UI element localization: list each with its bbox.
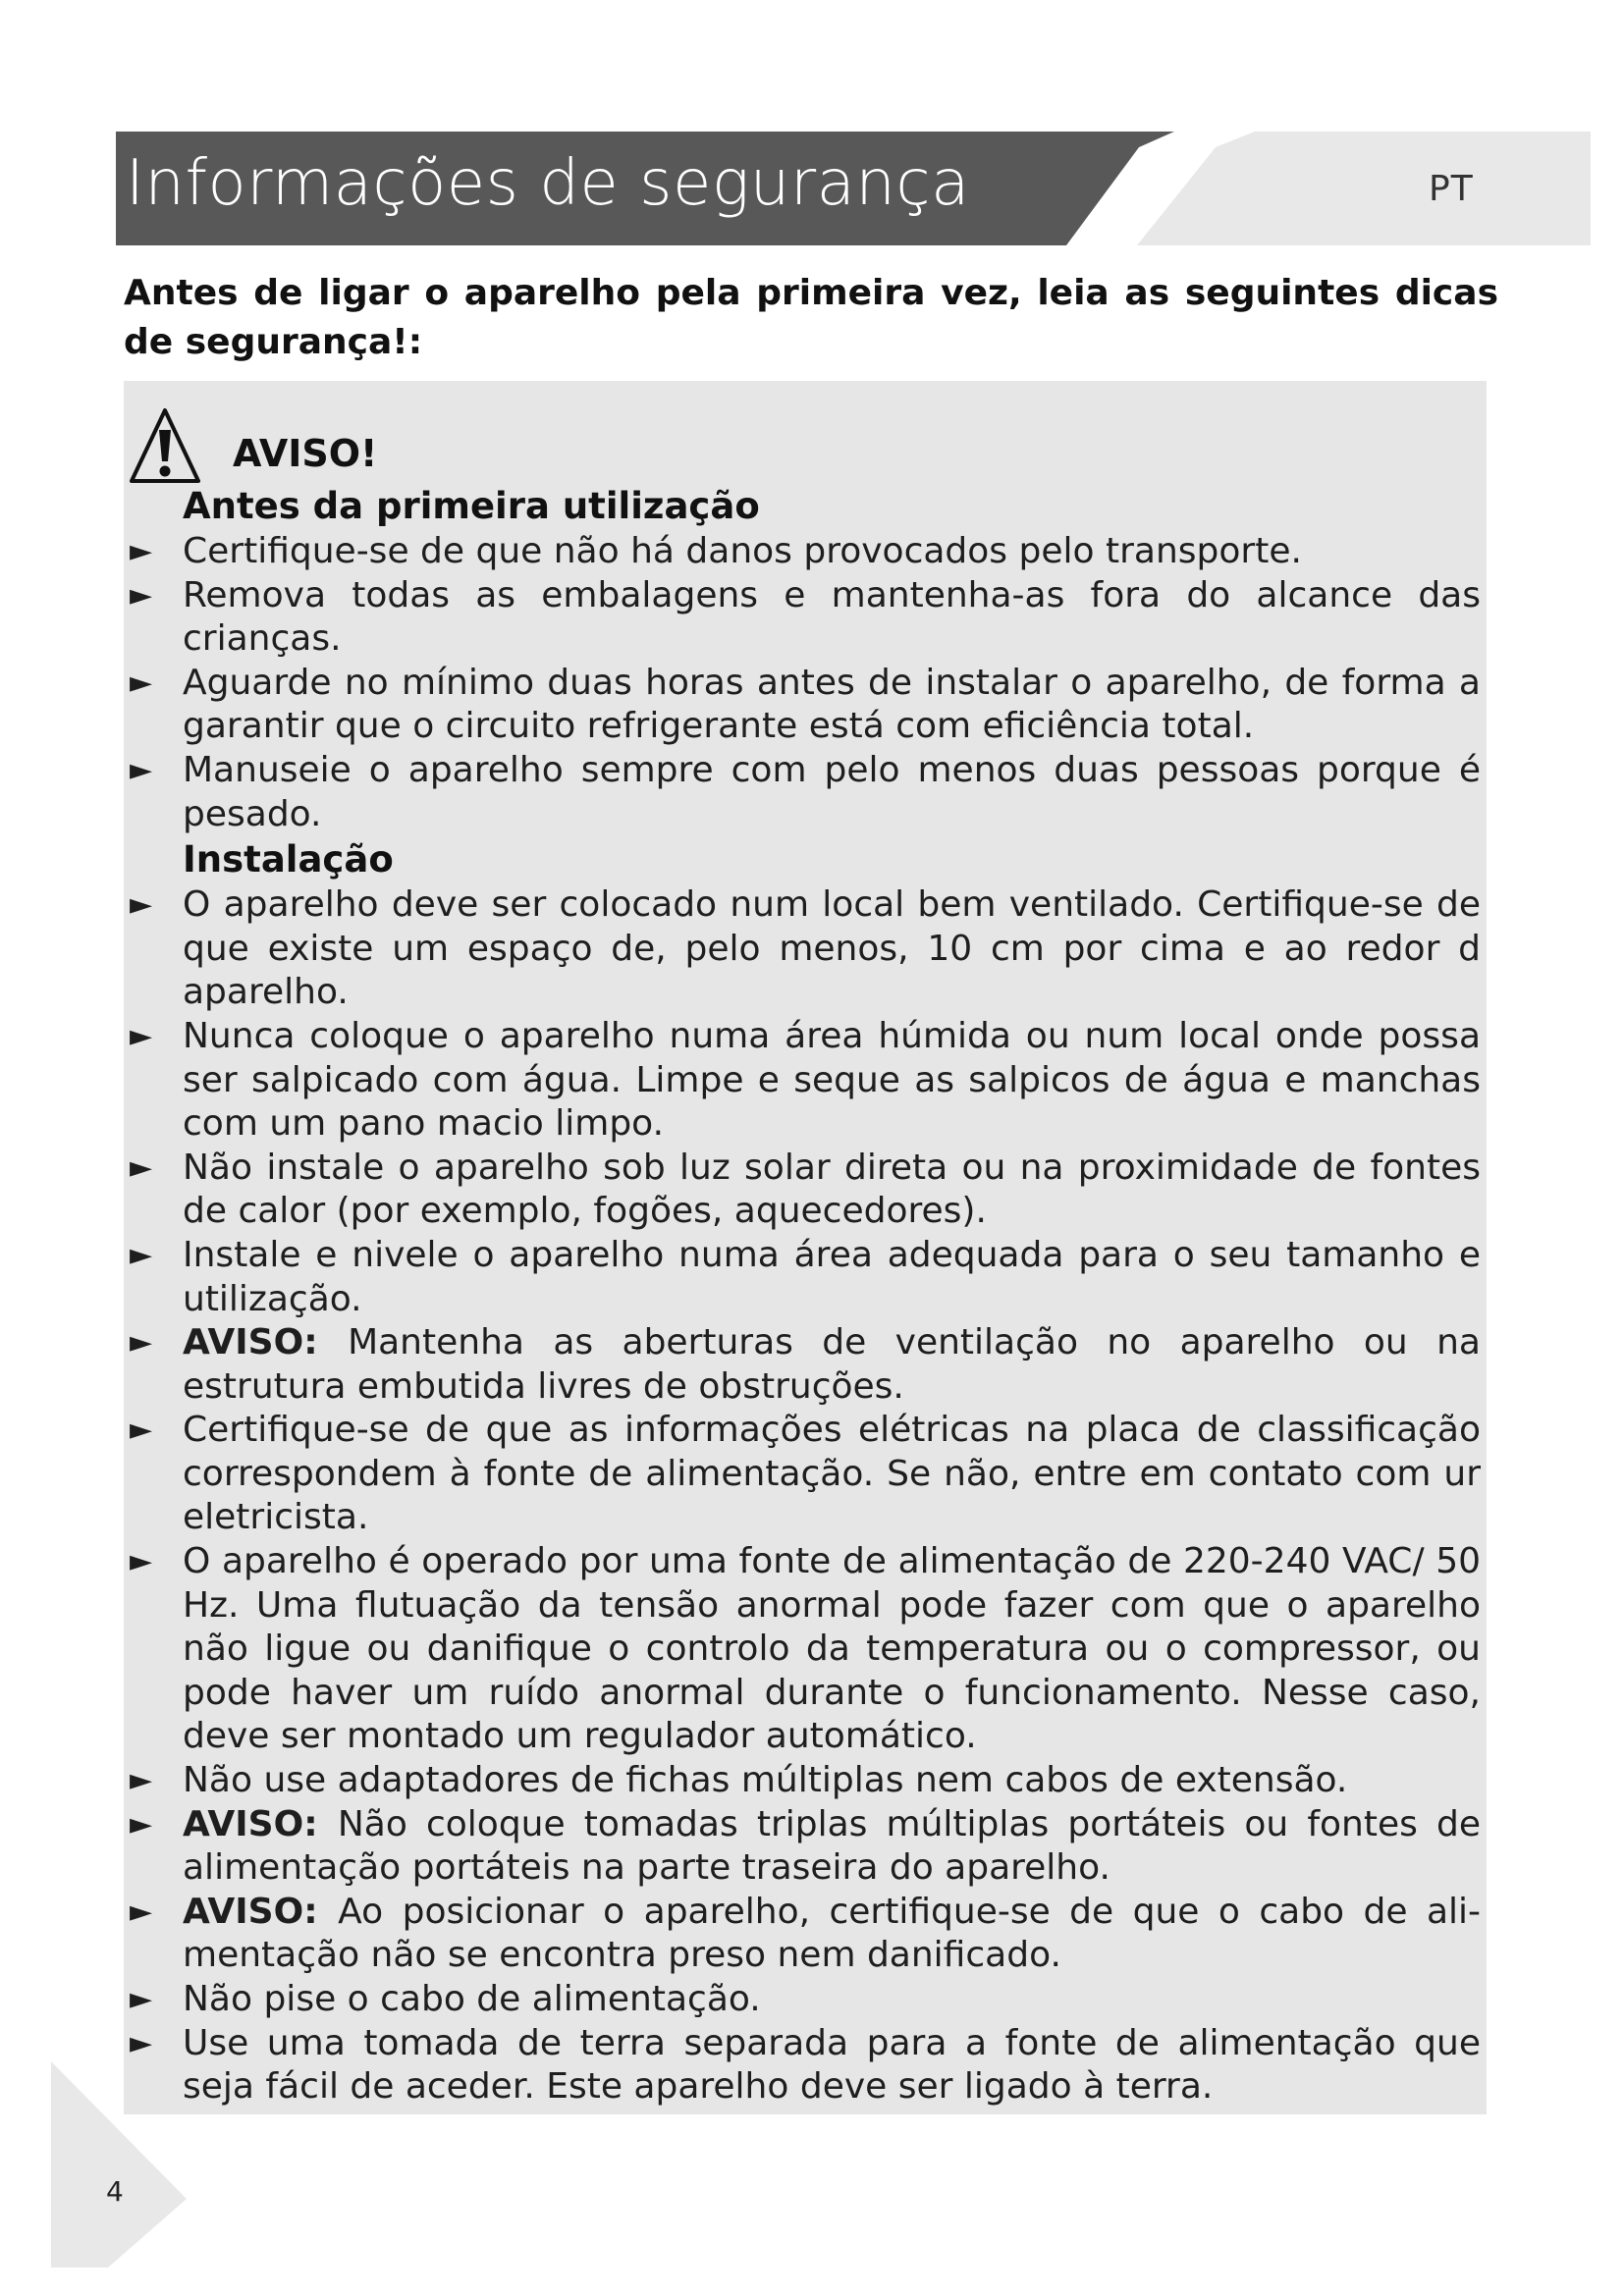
bullet-arrow-icon: ► <box>130 665 153 700</box>
warning-prefix: AVISO: <box>183 1891 339 1932</box>
list-item-text: Ao posicionar o aparelho, certifique-se de que o cabo de ali-mentação não se encontra preso nem danificado. <box>183 1891 1482 1976</box>
list-item <box>124 530 1487 574</box>
section-heading: Instalação <box>183 838 394 881</box>
language-label: PT <box>1429 169 1474 209</box>
list-item-text: Não pise o cabo de alimentação. <box>183 1979 761 2019</box>
bullet-arrow-icon: ► <box>130 1413 153 1448</box>
bullet-arrow-icon: ► <box>130 2025 153 2060</box>
bullet-arrow-icon: ► <box>130 1982 153 2016</box>
bullet-arrow-icon: ► <box>130 1149 153 1185</box>
lang-tab-shape <box>1137 132 1591 245</box>
warning-title: AVISO! <box>233 432 378 475</box>
bullet-arrow-icon: ► <box>130 1325 153 1361</box>
bullet-arrow-icon: ► <box>130 534 153 568</box>
bullet-arrow-icon: ► <box>130 1237 153 1272</box>
list-item <box>124 1015 1487 1147</box>
list-item <box>124 1803 1487 1891</box>
warning-prefix: AVISO: <box>183 1803 338 1844</box>
list-item-text: Instale e nivele o aparelho numa área adequada para o seu tamanho e utilização. <box>183 1234 1481 1319</box>
section-heading: Antes da primeira utilização <box>183 485 760 527</box>
list-item-text: Mantenha as aberturas de ventilação no aparelho ou na estrutura embutida livres de obstruções. <box>183 1322 1481 1407</box>
list-item <box>124 1321 1487 1409</box>
list-item-text: Não coloque tomadas triplas múltiplas portáteis ou fontes de alimentação portáteis na parte traseira do aparelho. <box>183 1803 1481 1889</box>
page-corner-decoration <box>0 2042 216 2296</box>
list-item <box>124 1540 1487 1759</box>
list-item-text: Certifique-se de que as informações elétricas na placa de classificação correspondem à fonte de alimentação. Se não, entre em contato com ur eletricista. <box>183 1410 1481 1538</box>
bullet-arrow-icon: ► <box>130 1544 153 1579</box>
list-item-text: Não instale o aparelho sob luz solar direta ou na proximidade de fontes de calor (por exemplo, fogões, aquecedores). <box>183 1147 1481 1232</box>
bullet-arrow-icon: ► <box>130 1018 153 1053</box>
list-item <box>124 574 1487 662</box>
page-number: 4 <box>106 2175 124 2208</box>
intro-text: Antes de ligar o aparelho pela primeira vez, leia as seguintes dicas de segurança!: <box>124 273 1498 362</box>
list-item <box>124 1759 1487 1803</box>
list-item <box>124 1147 1487 1234</box>
bullet-arrow-icon: ► <box>130 752 153 787</box>
list-item-text: Manuseie o aparelho sempre com pelo menos duas pessoas porque é pesado. <box>183 749 1481 834</box>
list-item-text: Certifique-se de que não há danos provocados pelo transporte. <box>183 531 1302 571</box>
list-item-text: Não use adaptadores de fichas múltiplas nem cabos de extensão. <box>183 1760 1348 1801</box>
list-item-text: Aguarde no mínimo duas horas antes de instalar o aparelho, de forma a garantir que o circuito refrigerante está com eficiência total. <box>183 662 1481 747</box>
list-item-text: O aparelho é operado por uma fonte de alimentação de 220-240 VAC/ 50 Hz. Uma flutuação da tensão anormal pode fazer com que o aparelho não ligue ou danifique o controlo da temperatura ou o compressor, ou pode haver um ruído anormal durante o funcionamento. Nesse caso, deve ser montado um regulador automático. <box>183 1541 1481 1757</box>
page-title: Informações de segurança <box>126 147 970 220</box>
list-item <box>124 1234 1487 1321</box>
warning-content <box>124 483 1487 2109</box>
list-item-text: Remova todas as embalagens e mantenha-as fora do alcance das crianças. <box>183 574 1481 660</box>
bullet-arrow-icon: ► <box>130 1894 153 1929</box>
warning-prefix: AVISO: <box>183 1322 349 1363</box>
list-item <box>124 1409 1487 1540</box>
bullet-arrow-icon: ► <box>130 887 153 923</box>
list-item-text: O aparelho deve ser colocado num local bem ventilado. Certifique-se de que existe um espaço de, pelo menos, 10 cm por cima e ao redor d aparelho. <box>183 884 1481 1013</box>
bullet-arrow-icon: ► <box>130 1763 153 1798</box>
bullet-arrow-icon: ► <box>130 1806 153 1842</box>
list-item <box>124 2022 1487 2109</box>
list-item <box>124 662 1487 749</box>
list-item <box>124 883 1487 1015</box>
warning-box <box>124 381 1487 2114</box>
list-item <box>124 749 1487 836</box>
bullet-arrow-icon: ► <box>130 577 153 613</box>
list-item <box>124 1891 1487 1978</box>
list-item <box>124 1978 1487 2022</box>
list-item-text: Nunca coloque o aparelho numa área húmida ou num local onde possa ser salpicado com água. Limpe e seque as salpicos de água e manchas com um pano macio limpo. <box>183 1015 1481 1145</box>
warning-triangle-icon <box>130 404 200 491</box>
list-item-text: Use uma tomada de terra separada para a fonte de alimentação que seja fácil de aceder. Este aparelho deve ser ligado à terra. <box>183 2022 1481 2108</box>
